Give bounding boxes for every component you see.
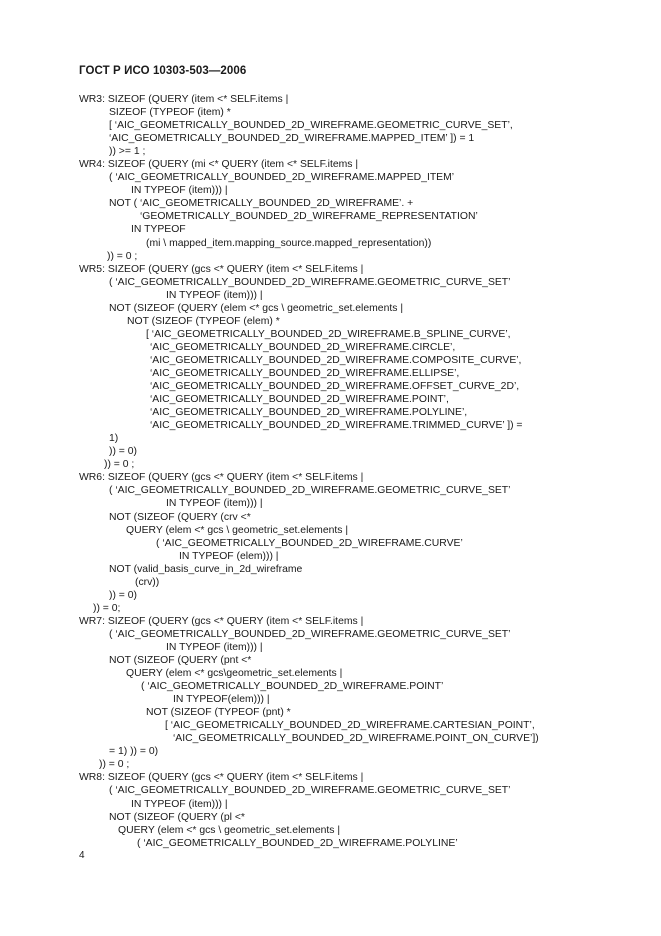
code-line: NOT (SIZEOF (TYPEOF (elem) * — [127, 315, 280, 327]
code-line: ( ‘AIC_GEOMETRICALLY_BOUNDED_2D_WIREFRAME.CURVE’ — [156, 537, 463, 549]
code-line: ( ‘AIC_GEOMETRICALLY_BOUNDED_2D_WIREFRAME.GEOMETRIC_CURVE_SET’ — [109, 628, 511, 640]
code-line: IN TYPEOF (item))) | — [166, 641, 263, 653]
code-line: WR6: SIZEOF (QUERY (gcs <* QUERY (item <* SELF.items | — [79, 472, 364, 484]
code-line: IN TYPEOF(elem))) | — [173, 694, 270, 706]
code-line: IN TYPEOF (elem))) | — [179, 550, 279, 562]
code-line: )) = 0) — [109, 446, 138, 458]
code-line: ‘AIC_GEOMETRICALLY_BOUNDED_2D_WIREFRAME.POINT’, — [150, 394, 449, 406]
code-line: WR3: SIZEOF (QUERY (item <* SELF.items | — [79, 94, 289, 105]
code-line: NOT (SIZEOF (QUERY (crv <* — [109, 511, 251, 523]
code-line: IN TYPEOF (item))) | — [166, 498, 263, 510]
code-line: ‘GEOMETRICALLY_BOUNDED_2D_WIREFRAME_REPRESENTATION’ — [140, 211, 478, 223]
express-rules-code-block — [0, 93, 661, 850]
code-line: )) = 0) — [109, 589, 138, 601]
code-line: ( ‘AIC_GEOMETRICALLY_BOUNDED_2D_WIREFRAME.POINT’ — [141, 681, 444, 693]
code-line: NOT (SIZEOF (TYPEOF (pnt) * — [146, 707, 291, 719]
code-line: ‘AIC_GEOMETRICALLY_BOUNDED_2D_WIREFRAME.POINT_ON_CURVE’]) — [173, 733, 539, 745]
code-line: [ ‘AIC_GEOMETRICALLY_BOUNDED_2D_WIREFRAME.CARTESIAN_POINT’, — [165, 720, 535, 732]
code-line: )) = 0 ; — [107, 250, 138, 262]
code-line: 1) — [109, 433, 119, 445]
code-line: ( ‘AIC_GEOMETRICALLY_BOUNDED_2D_WIREFRAME.GEOMETRIC_CURVE_SET’ — [109, 485, 511, 497]
code-line: NOT (SIZEOF (QUERY (pl <* — [109, 811, 245, 823]
code-line: ‘AIC_GEOMETRICALLY_BOUNDED_2D_WIREFRAME.ELLIPSE’, — [150, 367, 460, 379]
code-line: ‘AIC_GEOMETRICALLY_BOUNDED_2D_WIREFRAME.MAPPED_ITEM’ ]) = 1 — [109, 133, 475, 145]
code-line: QUERY (elem <* gcs\geometric_set.elements | — [126, 668, 343, 680]
code-line: NOT (SIZEOF (QUERY (pnt <* — [109, 655, 252, 667]
code-line: ‘AIC_GEOMETRICALLY_BOUNDED_2D_WIREFRAME.COMPOSITE_CURVE’, — [150, 354, 522, 366]
code-line: SIZEOF (TYPEOF (item) * — [109, 107, 231, 119]
code-line: WR5: SIZEOF (QUERY (gcs <* QUERY (item <* SELF.items | — [79, 263, 364, 275]
code-line: )) = 0 ; — [104, 459, 135, 471]
code-line: [ ‘AIC_GEOMETRICALLY_BOUNDED_2D_WIREFRAME.GEOMETRIC_CURVE_SET’, — [109, 120, 513, 132]
code-line: ‘AIC_GEOMETRICALLY_BOUNDED_2D_WIREFRAME.POLYLINE’, — [150, 407, 468, 419]
code-line: IN TYPEOF (item))) | — [166, 289, 263, 301]
code-line: (mi \ mapped_item.mapping_source.mapped_representation)) — [146, 237, 432, 249]
code-line: IN TYPEOF (item))) | — [131, 798, 228, 810]
code-line: WR7: SIZEOF (QUERY (gcs <* QUERY (item <* SELF.items | — [79, 615, 364, 627]
code-line: ‘AIC_GEOMETRICALLY_BOUNDED_2D_WIREFRAME.TRIMMED_CURVE’ ]) = — [150, 420, 523, 432]
code-line: ( ‘AIC_GEOMETRICALLY_BOUNDED_2D_WIREFRAME.MAPPED_ITEM’ — [109, 172, 455, 184]
code-line: [ ‘AIC_GEOMETRICALLY_BOUNDED_2D_WIREFRAME.B_SPLINE_CURVE’, — [146, 328, 511, 340]
page-header-title: ГОСТ Р ИСО 10303-503—2006 — [79, 65, 247, 77]
code-line: NOT ( ‘AIC_GEOMETRICALLY_BOUNDED_2D_WIREFRAME’. + — [109, 198, 414, 210]
code-line: )) >= 1 ; — [109, 146, 146, 158]
code-line: )) = 0; — [93, 602, 121, 614]
code-line: )) = 0 ; — [99, 759, 130, 771]
code-line: IN TYPEOF — [131, 224, 186, 236]
code-line: ‘AIC_GEOMETRICALLY_BOUNDED_2D_WIREFRAME.OFFSET_CURVE_2D’, — [150, 381, 520, 393]
code-line: ( ‘AIC_GEOMETRICALLY_BOUNDED_2D_WIREFRAME.GEOMETRIC_CURVE_SET’ — [109, 785, 511, 797]
code-line: WR8: SIZEOF (QUERY (gcs <* QUERY (item <* SELF.items | — [79, 772, 364, 784]
code-line: ( ‘AIC_GEOMETRICALLY_BOUNDED_2D_WIREFRAME.POLYLINE’ — [137, 837, 458, 849]
code-line: ( ‘AIC_GEOMETRICALLY_BOUNDED_2D_WIREFRAME.GEOMETRIC_CURVE_SET’ — [109, 276, 511, 288]
code-line: IN TYPEOF (item))) | — [131, 185, 228, 197]
code-line: QUERY (elem <* gcs \ geometric_set.elements | — [118, 824, 341, 836]
code-line: ‘AIC_GEOMETRICALLY_BOUNDED_2D_WIREFRAME.CIRCLE’, — [150, 341, 456, 353]
code-line: QUERY (elem <* gcs \ geometric_set.elements | — [126, 524, 349, 536]
code-line: WR4: SIZEOF (QUERY (mi <* QUERY (item <* SELF.items | — [79, 159, 359, 171]
code-line: (crv)) — [135, 576, 160, 588]
page-number: 4 — [79, 850, 85, 861]
code-line: NOT (valid_basis_curve_in_2d_wireframe — [109, 563, 303, 575]
code-line: = 1) )) = 0) — [109, 746, 159, 758]
code-line: NOT (SIZEOF (QUERY (elem <* gcs \ geometric_set.elements | — [109, 302, 404, 314]
